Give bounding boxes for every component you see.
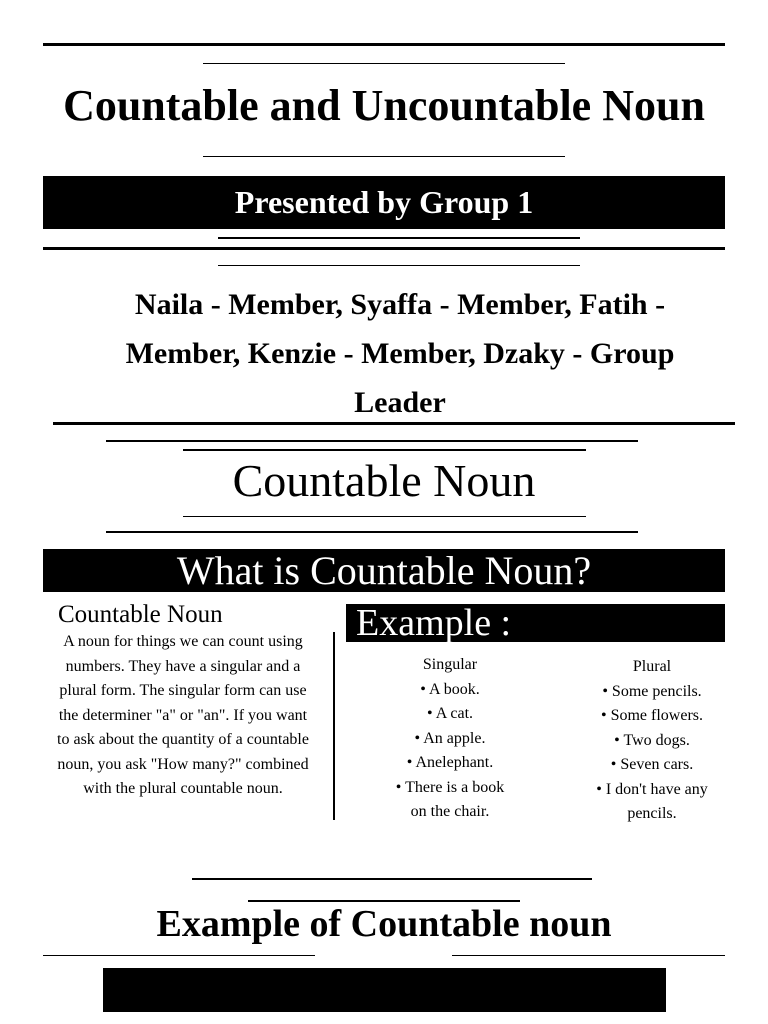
singular-item: • An apple. [414, 729, 486, 747]
plural-item: • Some flowers. [600, 707, 704, 724]
footer-rule-right [452, 955, 725, 956]
bottom-banner [103, 968, 666, 1012]
heading-rule-4 [106, 531, 638, 533]
section-heading: Countable Noun [232, 455, 536, 506]
definition-body: A noun for things we can count using numbers. They have a singular and a plural form. The singular form can use the determiner "a" or "an". If you want to ask about the quantity of a countable noun, you ask "How many?" combined with the plural countable noun. [57, 633, 309, 797]
title-rule-top [203, 63, 565, 64]
plural-column [566, 655, 738, 827]
footer-rule-left [43, 955, 315, 956]
column-divider [333, 632, 335, 820]
singular-item: • A cat. [426, 705, 474, 722]
plural-heading: Plural [632, 658, 672, 675]
singular-heading: Singular [422, 656, 478, 673]
top-rule [43, 43, 725, 46]
singular-item: • Anelephant. [406, 754, 494, 771]
singular-item: • A book. [420, 680, 480, 698]
presented-rule-short [218, 237, 580, 239]
singular-column [360, 653, 540, 825]
heading-rule-3 [183, 516, 586, 517]
plural-item: • I don't have any pencils. [596, 780, 708, 822]
title-rule-bottom [203, 156, 565, 157]
question-banner: What is Countable Noun? [43, 549, 725, 592]
examples-heading: Example of Countable noun [156, 903, 612, 945]
members-rule-top [218, 265, 580, 266]
plural-item: • Seven cars. [610, 756, 694, 773]
heading-rule-2 [183, 449, 586, 451]
presented-rule-long [43, 247, 725, 250]
plural-item: • Two dogs. [614, 731, 690, 749]
heading-rule-1 [106, 440, 638, 442]
footer-rule-1 [192, 878, 592, 880]
plural-item: • Some pencils. [602, 682, 702, 700]
page-title: Countable and Uncountable Noun [63, 81, 705, 130]
presented-by-banner: Presented by Group 1 [43, 176, 725, 229]
group-members: Naila - Member, Syaffa - Member, Fatih - Member, Kenzie - Member, Dzaky - Group Leader [125, 288, 675, 419]
example-banner: Example : [346, 604, 725, 642]
definition-title: Countable Noun [58, 601, 223, 628]
singular-item: • There is a book on the chair. [395, 778, 505, 820]
